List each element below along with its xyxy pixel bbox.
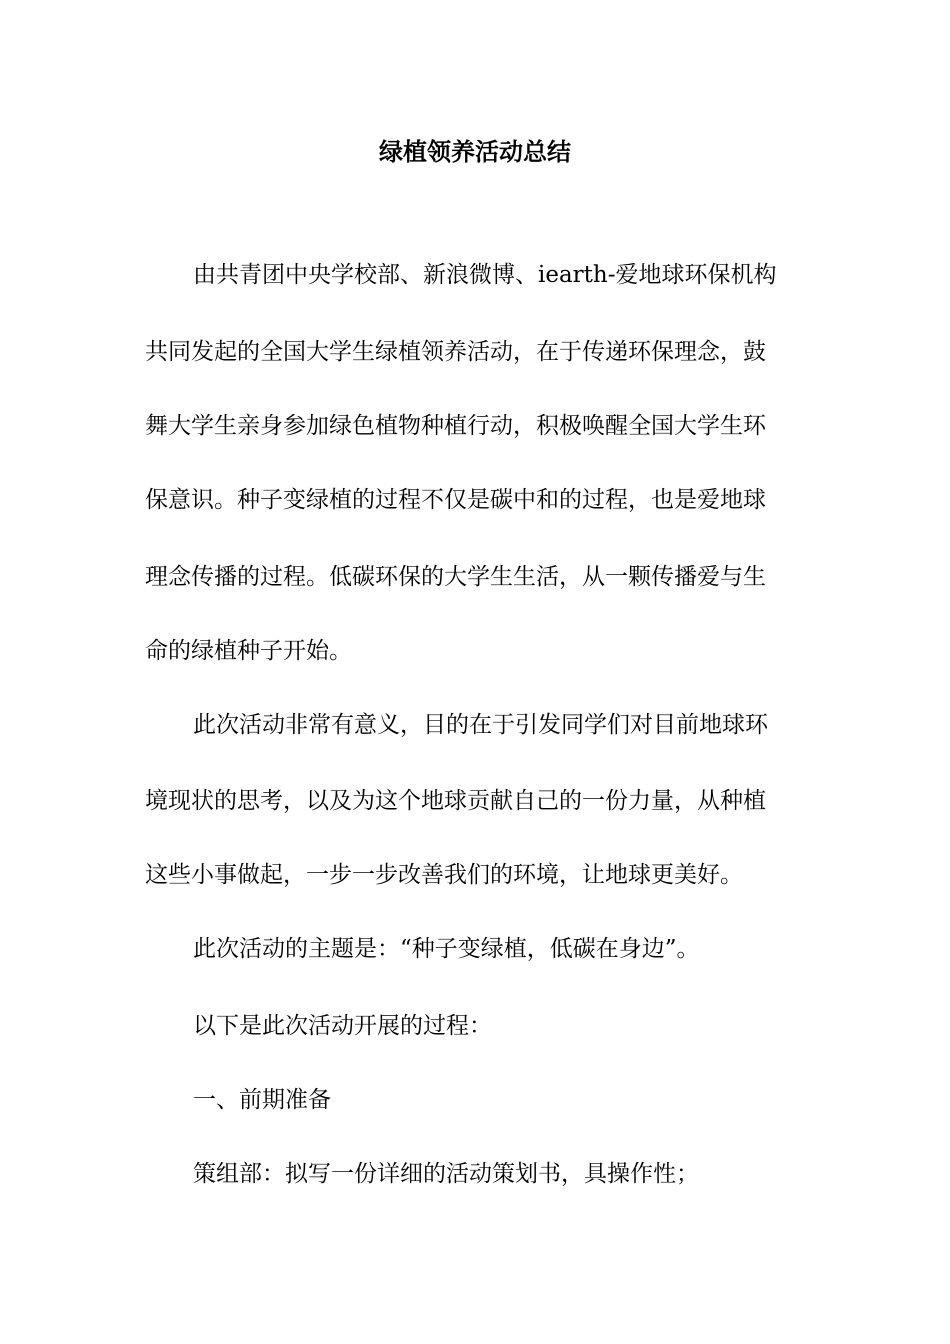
paragraph-line: 这些小事做起，一步一步改善我们的环境，让地球更美好。 [145, 862, 743, 888]
paragraph-line: 此次活动的主题是：“种子变绿植，低碳在身边”。 [193, 936, 700, 962]
paragraph-line: 舞大学生亲身参加绿色植物种植行动，积极唤醒全国大学生环 [145, 413, 766, 439]
document-title: 绿植领养活动总结 [379, 138, 571, 166]
section-heading: 一、前期准备 [193, 1087, 331, 1113]
paragraph-line: 境现状的思考，以及为这个地球贡献自己的一份力量，从种植 [145, 788, 766, 814]
paragraph-line: 保意识。种子变绿植的过程不仅是碳中和的过程，也是爱地球 [145, 487, 766, 513]
paragraph-line: 理念传播的过程。低碳环保的大学生生活，从一颗传播爱与生 [145, 564, 766, 590]
paragraph-line: 以下是此次活动开展的过程： [193, 1013, 492, 1039]
paragraph-line: 由共青团中央学校部、新浪微博、iearth-爱地球环保机构 [193, 262, 777, 288]
paragraph-line: 共同发起的全国大学生绿植领养活动，在于传递环保理念，鼓 [145, 339, 766, 365]
paragraph-line: 此次活动非常有意义，目的在于引发同学们对目前地球环 [193, 712, 768, 738]
paragraph-line: 命的绿植种子开始。 [145, 638, 352, 664]
paragraph-line: 策组部：拟写一份详细的活动策划书，具操作性； [193, 1161, 699, 1187]
